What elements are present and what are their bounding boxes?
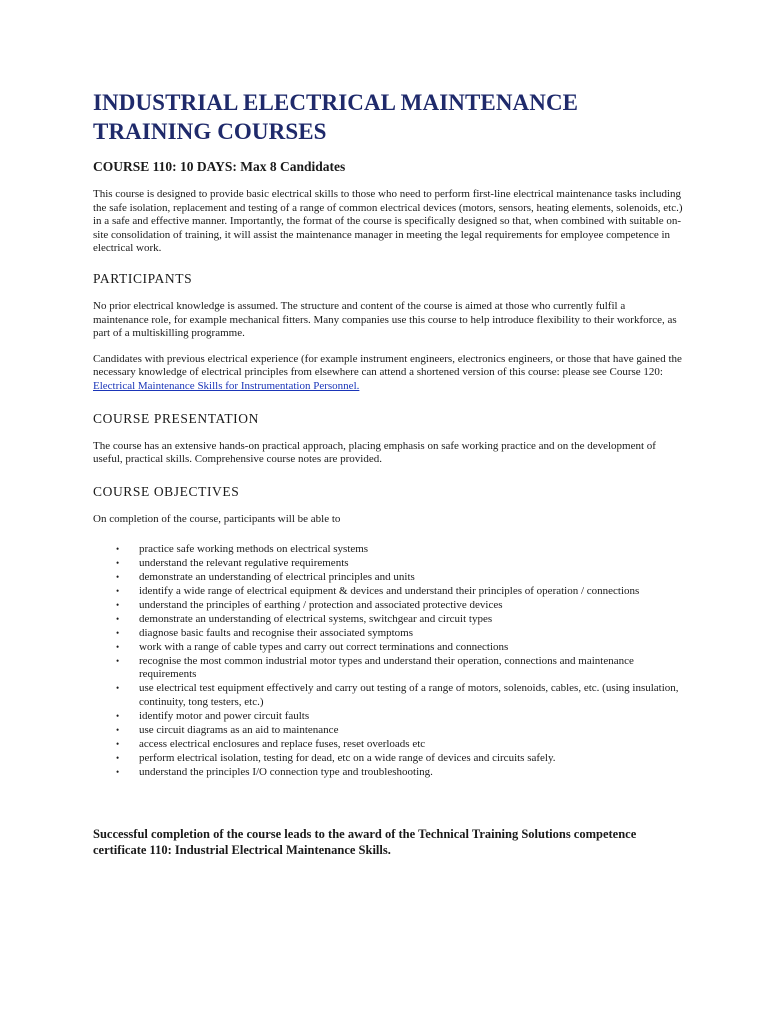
list-item: • practice safe working methods on electrical systems [116, 543, 369, 556]
bullet-icon: • [116, 586, 120, 597]
bullet-icon: • [116, 599, 120, 610]
bullet-icon: • [116, 627, 120, 638]
bullet-icon: • [116, 572, 120, 583]
bullet-icon: • [116, 683, 120, 694]
course-presentation-paragraph: The course has an extensive hands-on practical approach, placing emphasis on safe working practice and on the development of useful, practical skills. Comprehensive course notes are provided. [93, 439, 656, 466]
list-item: • work with a range of cable types and carry out correct terminations and connections [116, 640, 509, 653]
bullet-icon: • [116, 711, 120, 722]
course-objectives-intro: On completion of the course, participants will be able to [93, 512, 341, 525]
list-item: • diagnose basic faults and recognise their associated symptoms [116, 626, 414, 639]
participants-paragraph-2-text: Candidates with previous electrical experience (for example instrument engineers, electronics engineers, or those that have gained the necessary knowledge of electrical principles from elsewhere can attend a shortened version of this course: please see Course 120: [93, 352, 682, 379]
list-item: • identify motor and power circuit faults [116, 710, 310, 723]
list-item: • perform electrical isolation, testing for dead, etc on a wide range of devices and circuits safely. [116, 751, 556, 764]
list-item: • access electrical enclosures and replace fuses, reset overloads etc [116, 738, 426, 750]
list-item: • understand the relevant regulative requirements [116, 557, 349, 570]
intro-paragraph: This course is designed to provide basic electrical skills to those who need to perform first-line electrical maintenance tasks including the safe isolation, replacement and testing of a range of common electrical devices (motors, sensors, heating elements, solenoids, etc.) in a safe and effective manner. Importantly, the format of the course is specifically designed so that, when combined with suitable on-site consolidation of training, it will assist the maintenance manager in meeting the legal requirements for employee competence in electrical work. [93, 188, 683, 255]
page-title: INDUSTRIAL ELECTRICAL MAINTENANCE TRAINING COURSES [93, 90, 579, 144]
award-statement: Successful completion of the course leads to the award of the Technical Training Solutions competence certificate 110: Industrial Electrical Maintenance Skills. [93, 826, 637, 857]
bullet-icon: • [116, 739, 120, 749]
bullet-icon: • [116, 613, 120, 624]
bullet-icon: • [116, 641, 120, 652]
list-item: • demonstrate an understanding of electrical principles and units [116, 571, 415, 584]
list-item: • recognise the most common industrial motor types and understand their operation, connections and maintenance requirements [116, 654, 634, 681]
bullet-icon: • [116, 558, 120, 569]
list-item: • identify a wide range of electrical equipment & devices and understand their principles of operation / connections [116, 585, 640, 598]
participants-paragraph-1: No prior electrical knowledge is assumed. The structure and content of the course is aimed at those who currently fulfil a maintenance role, for example mechanical fitters. Many companies use this course to help introduce flexibility to their workforce, as part of a multiskilling programme. [93, 299, 677, 340]
bullet-icon: • [116, 655, 120, 666]
course-presentation-heading: COURSE PRESENTATION [93, 410, 259, 426]
course-120-link[interactable]: Electrical Maintenance Skills for Instrumentation Personnel. [93, 379, 360, 392]
objectives-list [93, 543, 683, 779]
bullet-icon: • [116, 752, 120, 763]
participants-heading: PARTICIPANTS [93, 270, 193, 286]
list-item: • demonstrate an understanding of electrical systems, switchgear and circuit types [116, 612, 493, 625]
list-item: • understand the principles I/O connection type and troubleshooting. [116, 765, 433, 778]
participants-paragraph-2 [93, 353, 683, 394]
course-objectives-heading: COURSE OBJECTIVES [93, 483, 240, 499]
bullet-icon: • [116, 725, 120, 736]
document-page [93, 88, 683, 858]
list-item: • understand the principles of earthing / protection and associated protective devices [116, 598, 503, 611]
list-item: • use circuit diagrams as an aid to maintenance [116, 724, 339, 737]
bullet-icon: • [116, 544, 120, 555]
bullet-icon: • [116, 766, 120, 777]
course-heading: COURSE 110: 10 DAYS: Max 8 Candidates [93, 159, 346, 174]
list-item: • use electrical test equipment effectively and carry out testing of a range of motors, solenoids, cables, etc. (using insulation, continuity, tong testers, etc.) [116, 682, 679, 709]
